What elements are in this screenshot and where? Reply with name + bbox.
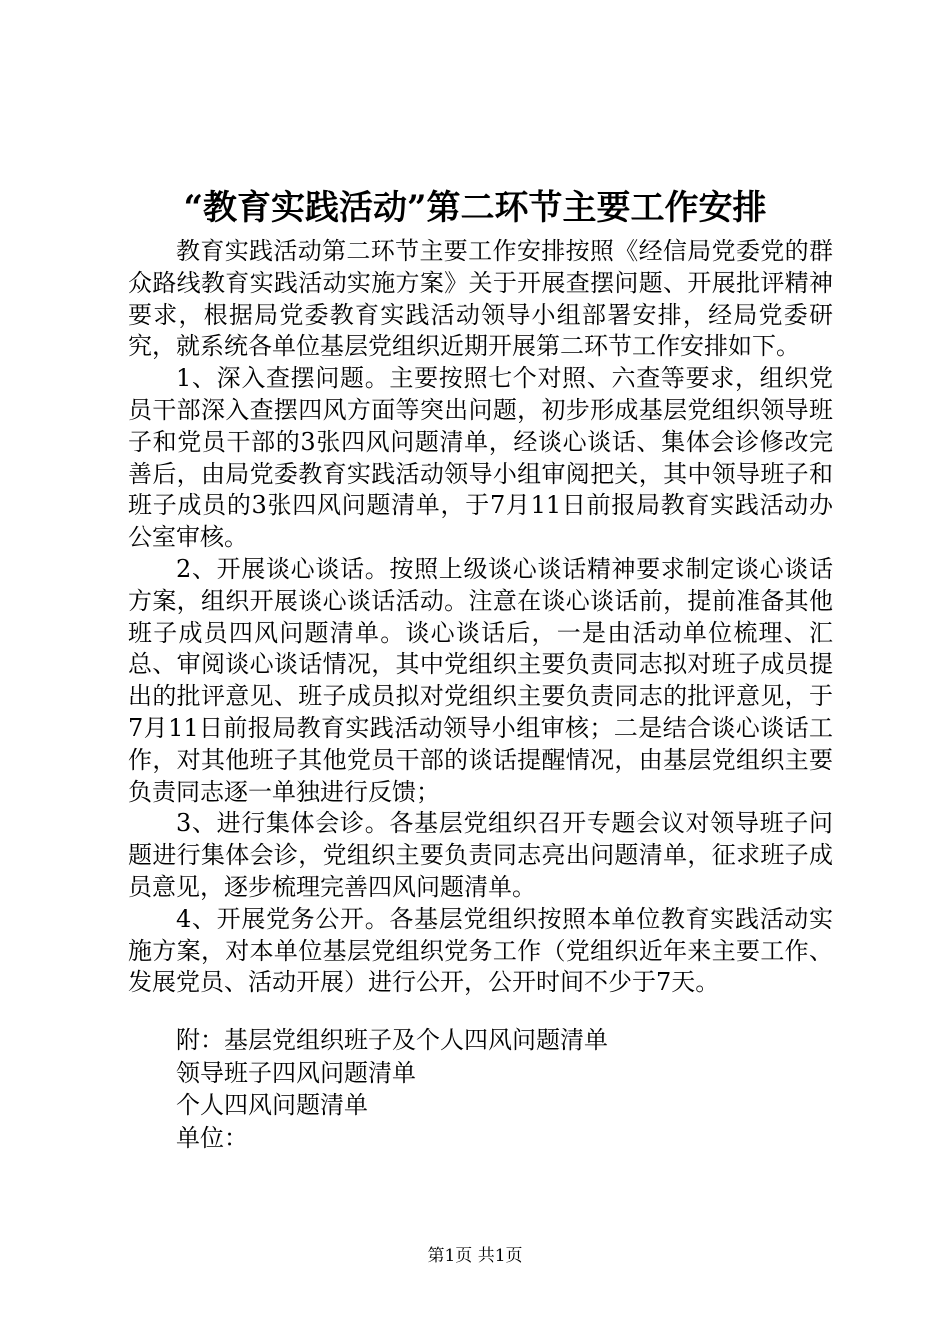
attachment-item: 个人四风问题清单	[176, 1091, 368, 1119]
paragraph-item-4: 4、开展党务公开。各基层党组织按照本单位教育实践活动实施方案，对本单位基层党组织党务工作（党组织近年来主要工作、发展党员、活动开展）进行公开，公开时间不少于7天。	[128, 904, 833, 997]
paragraph-item-1: 1、深入查摆问题。主要按照七个对照、六查等要求，组织党员干部深入查摆四风方面等突出问题，初步形成基层党组织领导班子和党员干部的3张四风问题清单，经谈心谈话、集体会诊修改完善后，由局党委教育实践活动领导小组审阅把关，其中领导班子和班子成员的3张四风问题清单，于7月11日前报局教育实践活动办公室审核。	[128, 364, 833, 552]
paragraph-intro: 教育实践活动第二环节主要工作安排按照《经信局党委党的群众路线教育实践活动实施方案》关于开展查摆问题、开展批评精神要求，根据局党委教育实践活动领导小组部署安排，经局党委研究，就系统各单位基层党组织近期开展第二环节工作安排如下。	[128, 237, 833, 361]
attachment-unit-label: 单位：	[176, 1123, 248, 1152]
attachment-heading: 附：基层党组织班子及个人四风问题清单	[176, 1026, 608, 1054]
document-title: “教育实践活动”第二环节主要工作安排	[183, 188, 767, 228]
page-footer: 第1页 共1页	[427, 1246, 523, 1266]
paragraph-item-2: 2、开展谈心谈话。按照上级谈心谈话精神要求制定谈心谈话方案，组织开展谈心谈话活动。注意在谈心谈话前，提前准备其他班子成员四风问题清单。谈心谈话后，一是由活动单位梳理、汇总、审阅谈心谈话情况，其中党组织主要负责同志拟对班子成员提出的批评意见、班子成员拟对党组织主要负责同志的批评意见，于7月11日前报局教育实践活动领导小组审核；二是结合谈心谈话工作，对其他班子其他党员干部的谈话提醒情况，由基层党组织主要负责同志逐一单独进行反馈；	[128, 554, 833, 806]
attachment-list	[176, 1024, 816, 1154]
document-body	[128, 236, 833, 999]
attachment-item: 领导班子四风问题清单	[176, 1058, 416, 1087]
paragraph-item-3: 3、进行集体会诊。各基层党组织召开专题会议对领导班子问题进行集体会诊，党组织主要负责同志亮出问题清单，征求班子成员意见，逐步梳理完善四风问题清单。	[128, 809, 833, 901]
